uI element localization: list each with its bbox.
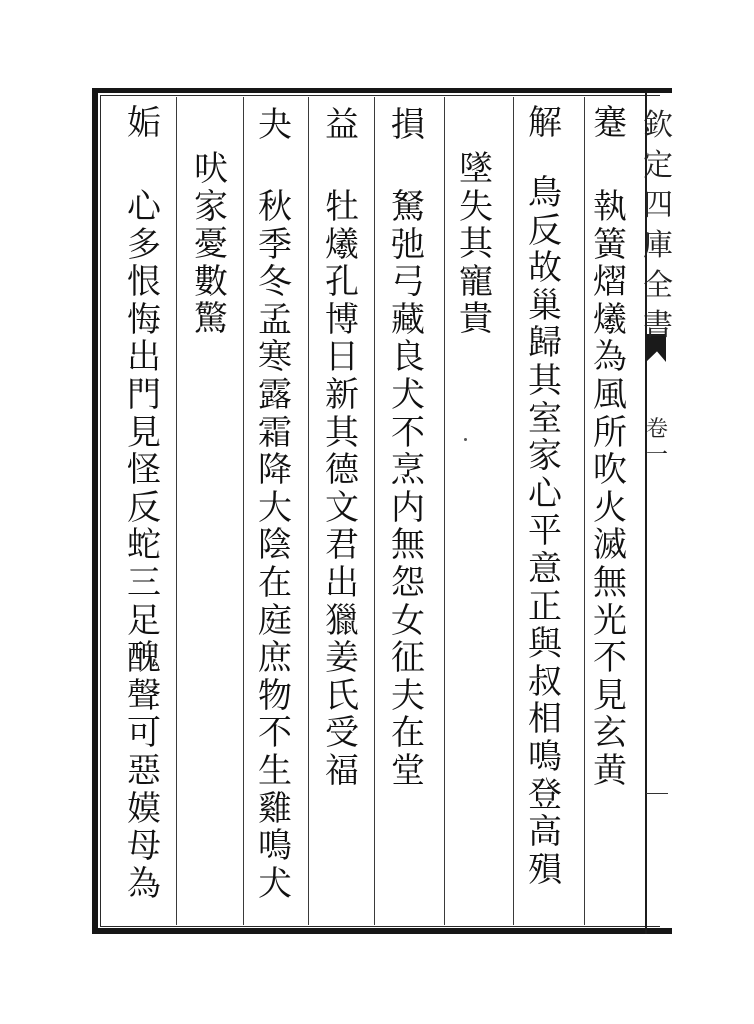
glyph: 其 — [325, 412, 359, 453]
glyph: 見 — [127, 412, 161, 453]
glyph: 良 — [391, 337, 425, 378]
glyph: 墜 — [459, 149, 493, 189]
glyph: 其 — [528, 360, 562, 401]
glyph: 秋 — [258, 187, 292, 227]
glyph: 一 — [645, 443, 668, 468]
text-column — [456, 149, 496, 340]
glyph: 醜 — [127, 638, 161, 679]
glyph: 陰 — [258, 525, 292, 566]
glyph: 憂 — [194, 224, 228, 265]
column-rule — [308, 97, 309, 925]
glyph: 心 — [127, 187, 161, 227]
glyph: 驚 — [194, 299, 228, 340]
column-rule — [584, 97, 585, 925]
glyph: 不 — [593, 638, 627, 679]
glyph: 烹 — [391, 450, 425, 491]
glyph: 巢 — [528, 285, 562, 326]
glyph: 定 — [643, 148, 673, 183]
glyph: 怨 — [391, 562, 425, 603]
glyph: 貴 — [459, 299, 493, 340]
inner-border — [100, 95, 660, 927]
column-rule — [374, 97, 375, 925]
glyph: 氏 — [325, 675, 359, 716]
glyph: 火 — [593, 487, 627, 528]
glyph: 怪 — [127, 450, 161, 491]
glyph: 失 — [459, 186, 493, 227]
glyph: 姜 — [325, 638, 359, 679]
glyph: 正 — [528, 586, 562, 627]
glyph: 獵 — [325, 600, 359, 641]
glyph: 牡 — [325, 187, 359, 227]
glyph: 聲 — [127, 675, 161, 716]
glyph: 家 — [528, 436, 562, 477]
glyph: 反 — [127, 487, 161, 528]
glyph: 寵 — [459, 261, 493, 302]
glyph: 孟 — [258, 299, 292, 340]
glyph: 風 — [593, 374, 627, 415]
glyph: 無 — [391, 525, 425, 566]
margin-book-title — [640, 100, 676, 343]
hexagram-name: 損 — [391, 105, 425, 145]
glyph: 欽 — [643, 108, 673, 143]
glyph: 為 — [127, 863, 161, 904]
glyph: 福 — [325, 750, 359, 791]
glyph: 降 — [258, 450, 292, 491]
glyph: 季 — [258, 224, 292, 265]
text-column — [388, 187, 428, 792]
glyph: 弛 — [391, 224, 425, 265]
glyph: 庫 — [643, 228, 673, 263]
glyph: 故 — [528, 248, 562, 289]
glyph: 四 — [643, 188, 673, 223]
punctuation-dot — [464, 438, 467, 441]
glyph: 堂 — [391, 750, 425, 791]
glyph: 見 — [593, 675, 627, 716]
glyph: 物 — [258, 675, 292, 716]
text-column — [255, 187, 295, 904]
glyph: 寒 — [258, 337, 292, 378]
glyph: 可 — [127, 713, 161, 754]
glyph: 為 — [593, 337, 627, 378]
glyph: 悔 — [127, 299, 161, 340]
glyph: 熠 — [593, 262, 627, 303]
glyph: 無 — [593, 562, 627, 603]
glyph: 女 — [391, 600, 425, 641]
glyph: 登 — [528, 774, 562, 815]
glyph: 孔 — [325, 262, 359, 303]
glyph: 高 — [528, 812, 562, 853]
glyph: 平 — [528, 511, 562, 552]
glyph: 在 — [258, 562, 292, 603]
text-column — [590, 187, 630, 792]
glyph: 執 — [593, 187, 627, 227]
glyph: 雞 — [258, 788, 292, 829]
glyph: 心 — [528, 473, 562, 514]
glyph: 鳥 — [528, 173, 562, 213]
glyph: 嫫 — [127, 788, 161, 829]
glyph: 吹 — [593, 450, 627, 491]
glyph: 鳴 — [528, 736, 562, 777]
column-rule — [243, 97, 244, 925]
glyph: 露 — [258, 374, 292, 415]
glyph: 吠 — [194, 149, 228, 189]
glyph: 新 — [325, 374, 359, 415]
glyph: 玄 — [593, 713, 627, 754]
text-column — [191, 149, 231, 340]
glyph: 夫 — [391, 675, 425, 716]
column-rule — [444, 97, 445, 925]
glyph: 鳴 — [258, 826, 292, 867]
glyph: 不 — [391, 412, 425, 453]
glyph: 卷 — [645, 417, 668, 442]
hexagram-name: 蹇 — [593, 103, 627, 143]
glyph: 在 — [391, 713, 425, 754]
glyph: 冬 — [258, 262, 292, 303]
glyph: 惡 — [127, 750, 161, 791]
glyph: 家 — [194, 186, 228, 227]
glyph: 歸 — [528, 323, 562, 364]
glyph: 日 — [325, 337, 359, 378]
margin-juan-label — [642, 412, 672, 468]
glyph: 受 — [325, 713, 359, 754]
glyph: 數 — [194, 261, 228, 302]
glyph: 足 — [127, 600, 161, 641]
glyph: 相 — [528, 699, 562, 740]
glyph: 全 — [643, 268, 673, 303]
glyph: 滅 — [593, 525, 627, 566]
fold-mark — [646, 793, 668, 794]
column-rule — [513, 97, 514, 925]
glyph: 反 — [528, 210, 562, 251]
glyph: 與 — [528, 624, 562, 665]
glyph: 庶 — [258, 638, 292, 679]
glyph: 弓 — [391, 262, 425, 303]
glyph: 犬 — [391, 374, 425, 415]
glyph: 藏 — [391, 299, 425, 340]
hexagram-name: 姤 — [127, 103, 161, 143]
glyph: 文 — [325, 487, 359, 528]
text-column — [525, 173, 565, 890]
glyph: 出 — [127, 337, 161, 378]
glyph: 爔 — [325, 224, 359, 265]
glyph: 德 — [325, 450, 359, 491]
glyph: 三 — [127, 562, 161, 603]
glyph: 多 — [127, 224, 161, 265]
glyph: 叔 — [528, 661, 562, 702]
glyph: 犬 — [258, 863, 292, 904]
hexagram-name: 益 — [325, 105, 359, 145]
glyph: 恨 — [127, 262, 161, 303]
text-column — [124, 187, 164, 904]
glyph: 庭 — [258, 600, 292, 641]
hexagram-name: 解 — [528, 103, 562, 143]
text-column — [322, 187, 362, 792]
glyph: 不 — [258, 713, 292, 754]
glyph: 其 — [459, 224, 493, 265]
column-rule — [176, 97, 177, 925]
glyph: 内 — [391, 487, 425, 528]
glyph: 生 — [258, 750, 292, 791]
glyph: 霜 — [258, 412, 292, 453]
glyph: 簧 — [593, 224, 627, 265]
glyph: 征 — [391, 638, 425, 679]
glyph: 門 — [127, 374, 161, 415]
glyph: 蛇 — [127, 525, 161, 566]
glyph: 黄 — [593, 750, 627, 791]
glyph: 博 — [325, 299, 359, 340]
glyph: 爔 — [593, 299, 627, 340]
glyph: 出 — [325, 562, 359, 603]
glyph: 書 — [643, 308, 673, 343]
glyph: 母 — [127, 826, 161, 867]
glyph: 駑 — [391, 187, 425, 227]
glyph: 意 — [528, 548, 562, 589]
glyph: 光 — [593, 600, 627, 641]
glyph: 室 — [528, 398, 562, 439]
hexagram-name: 夬 — [258, 105, 292, 145]
glyph: 大 — [258, 487, 292, 528]
glyph: 所 — [593, 412, 627, 453]
glyph: 君 — [325, 525, 359, 566]
glyph: 殞 — [528, 849, 562, 890]
